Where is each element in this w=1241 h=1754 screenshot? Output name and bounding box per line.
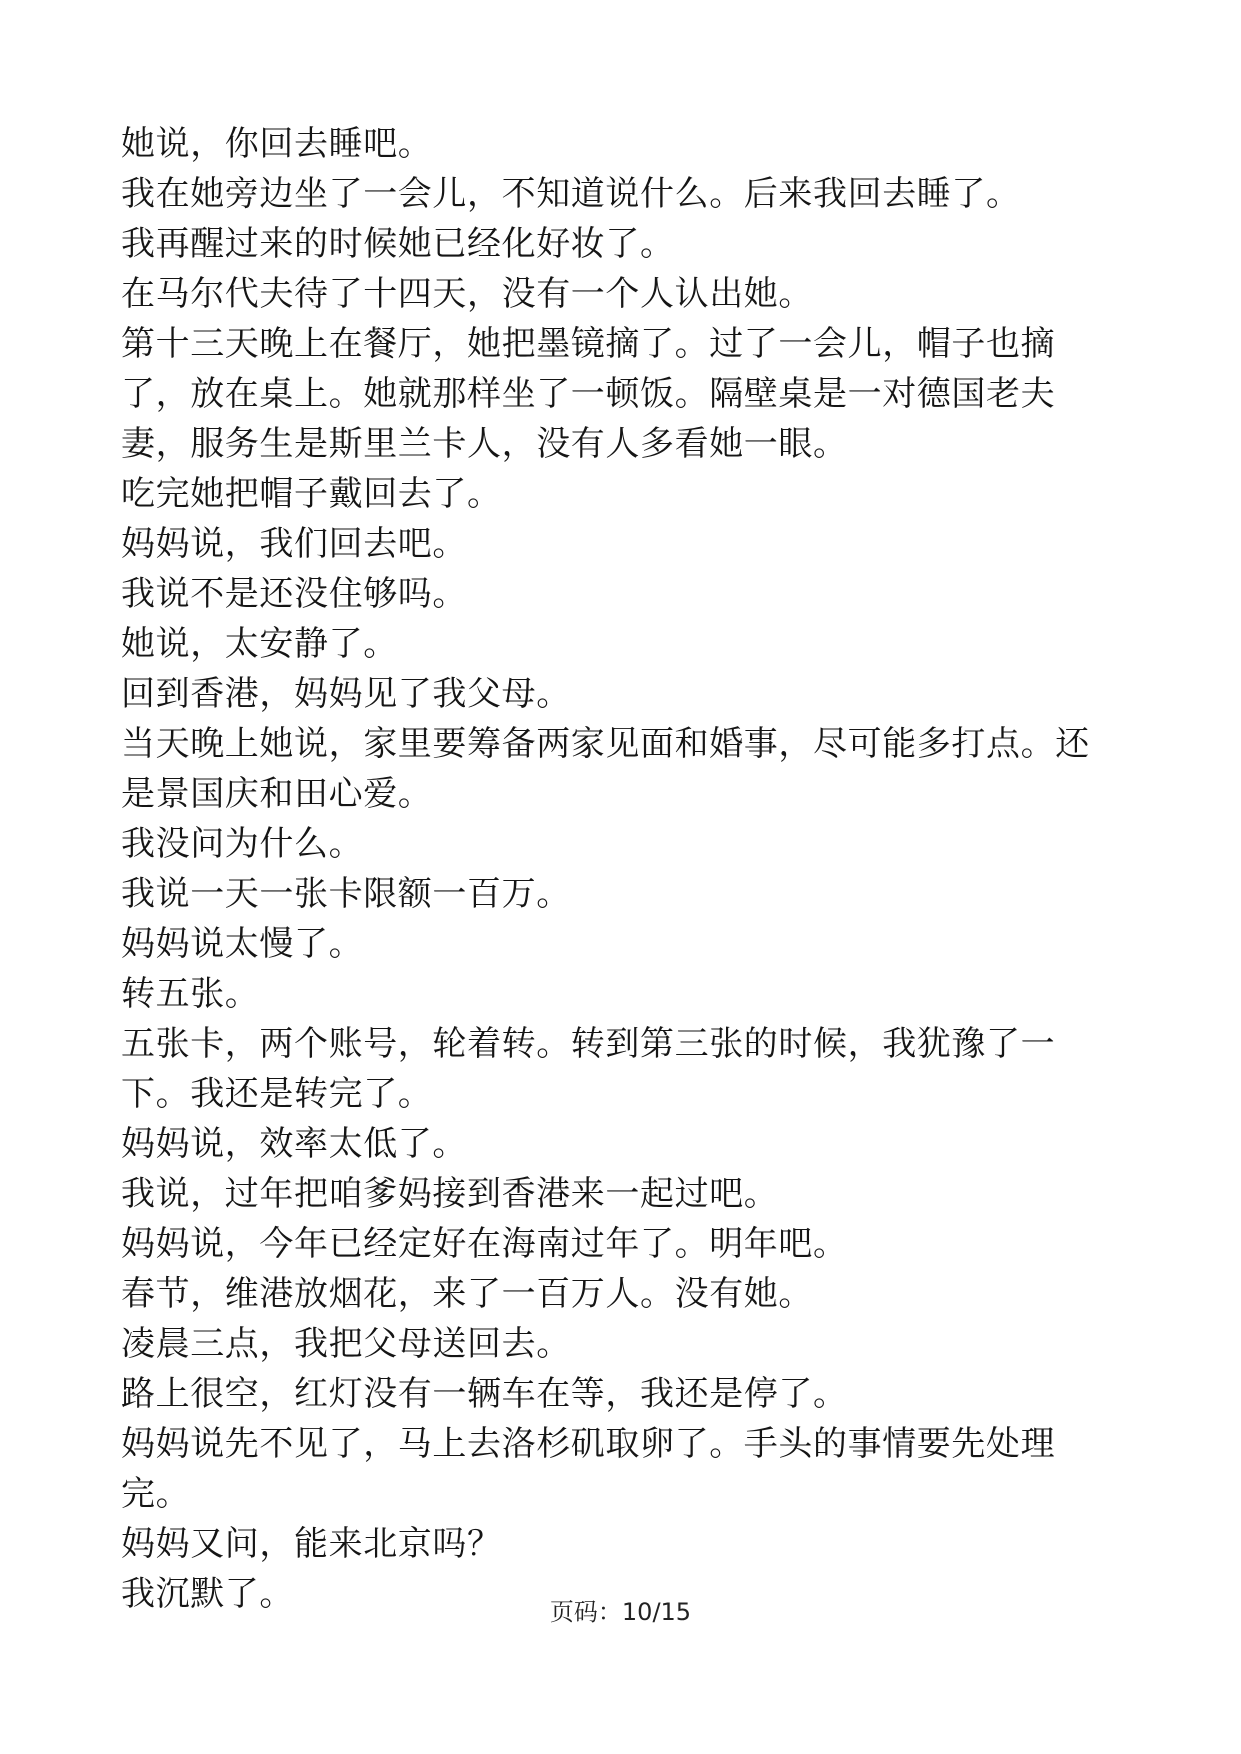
paragraph: 春节，维港放烟花，来了一百万人。没有她。 [121, 1274, 813, 1314]
paragraph: 她说，你回去睡吧。 [121, 124, 433, 164]
paragraph: 她说，太安静了。 [121, 624, 398, 664]
paragraph: 路上很空，红灯没有一辆车在等，我还是停了。 [121, 1374, 848, 1414]
paragraph: 妈妈说先不见了，马上去洛杉矶取卵了。手头的事情要先处理 完。 [121, 1424, 1056, 1514]
paragraph: 当天晚上她说，家里要筹备两家见面和婚事，尽可能多打点。还 是景国庆和田心爱。 [121, 724, 1090, 814]
paragraph: 我说一天一张卡限额一百万。 [121, 874, 571, 914]
paragraph: 我没问为什么。 [121, 824, 364, 864]
page-number: 页码：10/15 [549, 1598, 692, 1626]
paragraph: 妈妈说，效率太低了。 [121, 1124, 467, 1164]
paragraph: 五张卡，两个账号，轮着转。转到第三张的时候，我犹豫了一 下。我还是转完了。 [121, 1024, 1056, 1114]
paragraph: 我沉默了。 [121, 1574, 294, 1614]
paragraph: 我在她旁边坐了一会儿，不知道说什么。后来我回去睡了。 [121, 174, 1021, 214]
paragraph: 妈妈说太慢了。 [121, 924, 364, 964]
paragraph: 回到香港，妈妈见了我父母。 [121, 674, 571, 714]
paragraph: 第十三天晚上在餐厅，她把墨镜摘了。过了一会儿，帽子也摘 了，放在桌上。她就那样坐了一顿饭。隔壁桌是一对德国老夫 妻，服务生是斯里兰卡人，没有人多看她一眼。 [121, 324, 1056, 464]
paragraph: 妈妈又问，能来北京吗？ [121, 1524, 502, 1564]
paragraph: 我再醒过来的时候她已经化好妆了。 [121, 224, 675, 264]
paragraph: 我说不是还没住够吗。 [121, 574, 467, 614]
paragraph: 妈妈说，今年已经定好在海南过年了。明年吧。 [121, 1224, 848, 1264]
page-body [121, 119, 1121, 1619]
paragraph: 妈妈说，我们回去吧。 [121, 524, 467, 564]
paragraph: 吃完她把帽子戴回去了。 [121, 474, 502, 514]
paragraph: 我说，过年把咱爹妈接到香港来一起过吧。 [121, 1174, 779, 1214]
paragraph: 转五张。 [121, 974, 260, 1014]
paragraph: 凌晨三点，我把父母送回去。 [121, 1324, 571, 1364]
paragraph: 在马尔代夫待了十四天，没有一个人认出她。 [121, 274, 813, 314]
